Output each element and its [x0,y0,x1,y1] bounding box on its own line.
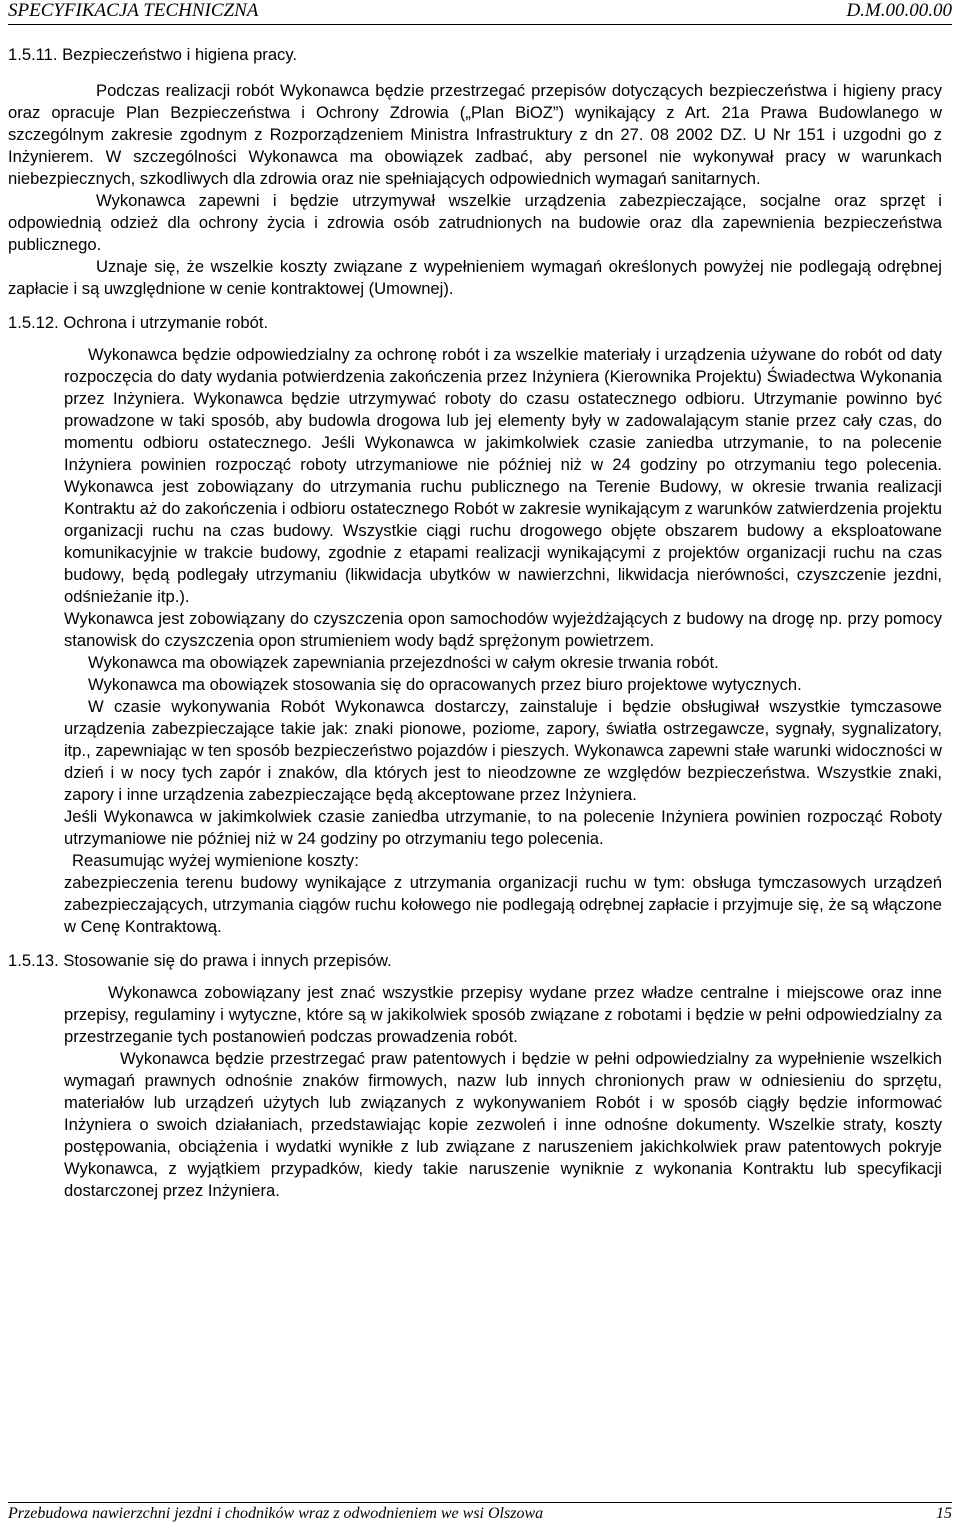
paragraph: Uznaje się, że wszelkie koszty związane z wypełnieniem wymagań określonych powyżej nie podlegają odrębnej zapłacie i są uwzględnione w cenie kontraktowej (Umownej). [8,257,942,298]
paragraph: zabezpieczenia terenu budowy wynikające z utrzymania organizacji ruchu w tym: obsługa tymczasowych urządzeń zabezpieczających, utrzymania ciągów ruchu kołowego nie podlegają odrębnej zapłacie i przyjmuje się, że są włączone w Cenę Kontraktową. [64,873,942,936]
paragraph: Wykonawca ma obowiązek stosowania się do opracowanych przez biuro projektowe wytycznych. [88,675,802,694]
spec-code: D.M.00.00.00 [846,0,952,21]
paragraph: Podczas realizacji robót Wykonawca będzie przestrzegać przepisów dotyczących bezpieczeństwa i higieny pracy oraz opracuje Plan Bezpieczeństwa i Ochrony Zdrowia („Plan BiOZ”) wynikający z Art. 21a Prawa Budowlanego w szczególnym zakresie zgodnym z Rozporządzeniem Ministra Infrastruktury z dn 27. 08 2002 DZ. U Nr 151 i uzgodni go z Inżynierem. W szczególności Wykonawca ma obowiązek zadbać, aby personel nie wykonywał pracy w warunkach niebezpiecznych, szkodliwych dla zdrowia oraz nie spełniających odpowiednich wymagań sanitarnych. [8,81,942,188]
paragraph: Wykonawca będzie przestrzegać praw patentowych i będzie w pełni odpowiedzialny za wypełnienie wszelkich wymagań prawnych odnośnie znaków firmowych, nazw lub innych chronionych praw w odniesieniu do sprzętu, materiałów lub urządzeń użytych lub związanych z wykonywaniem Robót i w sposób ciągły będzie informować Inżyniera o swoich działaniach, przedstawiając kopie zezwoleń i inne odnośne dokumenty. Wszelkie straty, koszty postępowania, obciążenia i wydatki wynikłe z lub związane z naruszeniem jakichkolwiek praw patentowych pokryje Wykonawca, z wyjątkiem przypadków, kiedy takie naruszenie wyniknie z wykonania Kontraktu lub specyfikacji dostarczonej przez Inżyniera. [64,1049,942,1200]
section-1-5-13 [8,950,942,1202]
paragraph: Wykonawca zobowiązany jest znać wszystkie przepisy wydane przez władze centralne i miejscowe oraz inne przepisy, regulaminy i wytyczne, które są w jakikolwiek sposób związane z robotami i będzie w pełni odpowiedzialny za przestrzeganie tych postanowień podczas prowadzenia robót. [64,983,942,1046]
page-header [8,0,952,25]
paragraph: W czasie wykonywania Robót Wykonawca dostarczy, zainstaluje i będzie obsługiwał wszystkie tymczasowe urządzenia zabezpieczające takie jak: znaki pionowe, poziome, zapory, światła ostrzegawcze, sygnały, sygnalizatory, itp., zapewniając w ten sposób bezpieczeństwo pojazdów i pieszych. Wykonawca zapewni stałe warunki widoczności w dzień i w nocy tych zapór i znaków, dla których jest to nieodzowne ze względów bezpieczeństwa. Wszystkie znaki, zapory i inne urządzenia zabezpieczające będą akceptowane przez Inżyniera. [64,697,942,804]
paragraph: Wykonawca ma obowiązek zapewniania przejezdności w całym okresie trwania robót. [88,653,719,672]
section-heading: 1.5.13. Stosowanie się do prawa i innych przepisów. [8,951,392,970]
paragraph: Jeśli Wykonawca w jakimkolwiek czasie zaniedba utrzymanie, to na polecenie Inżyniera powinien rozpocząć Roboty utrzymaniowe nie później niż w 24 godziny po otrzymaniu tego polecenia. [64,807,942,848]
page-number: 15 [936,1505,952,1522]
project-title: Przebudowa nawierzchni jezdni i chodników wraz z odwodnieniem we wsi Olszowa [8,1505,544,1522]
paragraph: Reasumując wyżej wymienione koszty: [72,851,359,870]
page-footer [8,1502,952,1529]
section-1-5-11 [8,44,942,300]
page-content [8,44,942,1202]
paragraph: Wykonawca będzie odpowiedzialny za ochronę robót i za wszelkie materiały i urządzenia używane do robót od daty rozpoczęcia do daty wydania potwierdzenia zakończenia przez Inżyniera (Kierownika Projektu) Świadectwa Wykonania przez Inżyniera. Wykonawca będzie utrzymywać roboty do czasu ostatecznego odbioru. Utrzymanie powinno być prowadzone w taki sposób, aby budowla drogowa lub jej elementy były w zadowalającym stanie przez cały czas, do momentu odbioru ostatecznego. Jeśli Wykonawca w jakimkolwiek czasie zaniedba utrzymanie, to na polecenie Inżyniera powinien rozpocząć roboty utrzymaniowe nie później niż w 24 godziny po otrzymaniu tego polecenia. Wykonawca jest zobowiązany do utrzymania ruchu publicznego na Terenie Budowy, w okresie trwania realizacji Kontraktu aż do zakończenia i odbioru ostatecznego Robót w zakresie wynikającym z warunków zatwierdzenia projektu organizacji ruchu na czas budowy. Wszystkie ciągi ruchu drogowego objęte obszarem budowy a eksploatowane komunikacyjnie w trakcie budowy, zgodnie z etapami realizacji wynikającymi z projektów organizacji ruchu na czas budowy, będą podlegały utrzymaniu (likwidacja ubytków w nawierzchni, likwidacja nierówności, czyszczenie jezdni, odśnieżanie itp.). [64,345,942,606]
section-heading: 1.5.11. Bezpieczeństwo i higiena pracy. [8,45,298,64]
section-heading: 1.5.12. Ochrona i utrzymanie robót. [8,313,269,332]
paragraph: Wykonawca jest zobowiązany do czyszczenia opon samochodów wyjeżdżających z budowy na drogę np. przy pomocy stanowisk do czyszczenia opon strumieniem wody bądź sprężonym powietrzem. [64,609,942,650]
paragraph: Wykonawca zapewni i będzie utrzymywał wszelkie urządzenia zabezpieczające, socjalne oraz sprzęt i odpowiednią odzież dla ochrony życia i zdrowia osób zatrudnionych na budowie oraz dla zapewnienia bezpieczeństwa publicznego. [8,191,942,254]
section-1-5-12 [8,312,942,938]
document-type: SPECYFIKACJA TECHNICZNA [8,0,259,21]
